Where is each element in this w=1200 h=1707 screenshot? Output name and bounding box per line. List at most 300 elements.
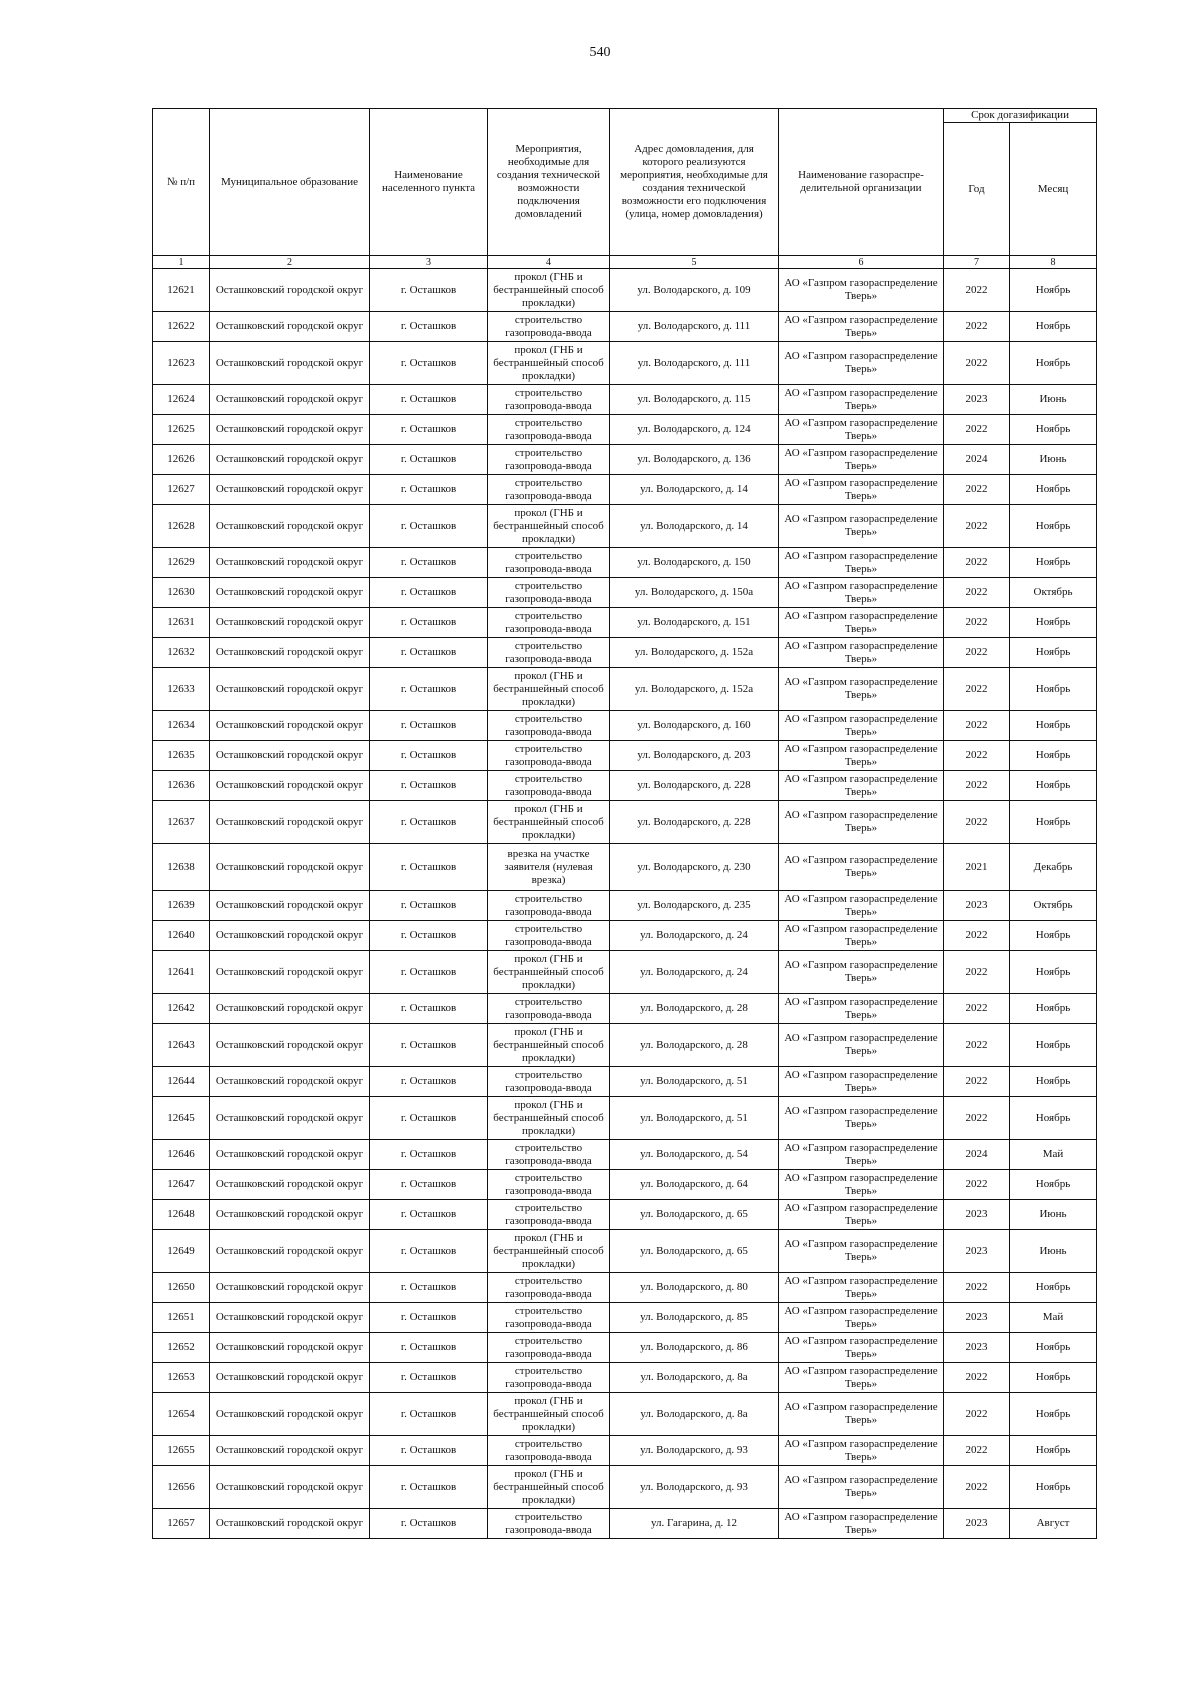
cell-address: ул. Володарского, д. 235: [610, 891, 779, 921]
cell-month: Июнь: [1010, 385, 1097, 415]
cell-address: ул. Володарского, д. 111: [610, 342, 779, 385]
cell-address: ул. Володарского, д. 86: [610, 1333, 779, 1363]
header-col-settlement: Наименование населенного пункта: [370, 109, 488, 256]
cell-settlement: г. Осташков: [370, 1230, 488, 1273]
cell-organization: АО «Газпром газораспределение Тверь»: [779, 1363, 944, 1393]
cell-settlement: г. Осташков: [370, 951, 488, 994]
cell-number: 12628: [153, 505, 210, 548]
cell-organization: АО «Газпром газораспределение Тверь»: [779, 994, 944, 1024]
cell-settlement: г. Осташков: [370, 1024, 488, 1067]
column-number: 4: [488, 256, 610, 269]
cell-number: 12648: [153, 1200, 210, 1230]
cell-organization: АО «Газпром газораспределение Тверь»: [779, 801, 944, 844]
cell-number: 12627: [153, 475, 210, 505]
cell-number: 12652: [153, 1333, 210, 1363]
cell-settlement: г. Осташков: [370, 1363, 488, 1393]
cell-settlement: г. Осташков: [370, 548, 488, 578]
cell-address: ул. Володарского, д. 93: [610, 1436, 779, 1466]
cell-month: Май: [1010, 1303, 1097, 1333]
cell-organization: АО «Газпром газораспределение Тверь»: [779, 385, 944, 415]
cell-year: 2022: [944, 921, 1010, 951]
cell-month: Ноябрь: [1010, 1067, 1097, 1097]
cell-year: 2023: [944, 891, 1010, 921]
cell-organization: АО «Газпром газораспределение Тверь»: [779, 578, 944, 608]
cell-month: Ноябрь: [1010, 1024, 1097, 1067]
cell-address: ул. Володарского, д. 203: [610, 741, 779, 771]
cell-municipality: Осташковский городской округ: [210, 1097, 370, 1140]
cell-address: ул. Володарского, д. 24: [610, 921, 779, 951]
cell-settlement: г. Осташков: [370, 711, 488, 741]
cell-settlement: г. Осташков: [370, 1393, 488, 1436]
cell-number: 12635: [153, 741, 210, 771]
cell-number: 12649: [153, 1230, 210, 1273]
cell-municipality: Осташковский городской округ: [210, 1303, 370, 1333]
cell-address: ул. Володарского, д. 65: [610, 1230, 779, 1273]
cell-year: 2022: [944, 1067, 1010, 1097]
cell-organization: АО «Газпром газораспределение Тверь»: [779, 668, 944, 711]
cell-settlement: г. Осташков: [370, 891, 488, 921]
cell-month: Май: [1010, 1140, 1097, 1170]
cell-settlement: г. Осташков: [370, 741, 488, 771]
cell-municipality: Осташковский городской округ: [210, 1024, 370, 1067]
cell-address: ул. Володарского, д. 8а: [610, 1393, 779, 1436]
cell-month: Ноябрь: [1010, 342, 1097, 385]
cell-address: ул. Володарского, д. 150а: [610, 578, 779, 608]
cell-settlement: г. Осташков: [370, 668, 488, 711]
cell-number: 12632: [153, 638, 210, 668]
cell-address: ул. Володарского, д. 109: [610, 269, 779, 312]
cell-month: Декабрь: [1010, 844, 1097, 891]
cell-settlement: г. Осташков: [370, 921, 488, 951]
cell-number: 12643: [153, 1024, 210, 1067]
table-row: [153, 1200, 1097, 1230]
cell-number: 12639: [153, 891, 210, 921]
header-col-address: Адрес домовладения, для которого реализуются мероприятия, необходимые для создания технической возможности его подключения (улица, номер домовладения): [610, 109, 779, 256]
cell-organization: АО «Газпром газораспределение Тверь»: [779, 771, 944, 801]
cell-month: Ноябрь: [1010, 505, 1097, 548]
cell-month: Ноябрь: [1010, 711, 1097, 741]
cell-organization: АО «Газпром газораспределение Тверь»: [779, 1200, 944, 1230]
cell-measure: строительство газопровода-ввода: [488, 638, 610, 668]
cell-number: 12636: [153, 771, 210, 801]
cell-month: Ноябрь: [1010, 1436, 1097, 1466]
cell-year: 2023: [944, 1200, 1010, 1230]
cell-month: Ноябрь: [1010, 638, 1097, 668]
cell-settlement: г. Осташков: [370, 1097, 488, 1140]
cell-settlement: г. Осташков: [370, 1436, 488, 1466]
cell-municipality: Осташковский городской округ: [210, 1466, 370, 1509]
cell-municipality: Осташковский городской округ: [210, 415, 370, 445]
cell-settlement: г. Осташков: [370, 1303, 488, 1333]
cell-measure: прокол (ГНБ и бестраншейный способ прокладки): [488, 1393, 610, 1436]
cell-municipality: Осташковский городской округ: [210, 312, 370, 342]
cell-month: Ноябрь: [1010, 608, 1097, 638]
cell-settlement: г. Осташков: [370, 1200, 488, 1230]
column-number: 3: [370, 256, 488, 269]
cell-municipality: Осташковский городской округ: [210, 1363, 370, 1393]
cell-number: 12641: [153, 951, 210, 994]
table-row: [153, 668, 1097, 711]
cell-organization: АО «Газпром газораспределение Тверь»: [779, 844, 944, 891]
cell-measure: прокол (ГНБ и бестраншейный способ прокладки): [488, 1230, 610, 1273]
cell-month: Июнь: [1010, 1230, 1097, 1273]
cell-organization: АО «Газпром газораспределение Тверь»: [779, 1273, 944, 1303]
cell-month: Ноябрь: [1010, 921, 1097, 951]
cell-number: 12640: [153, 921, 210, 951]
cell-municipality: Осташковский городской округ: [210, 1170, 370, 1200]
cell-measure: прокол (ГНБ и бестраншейный способ прокладки): [488, 801, 610, 844]
header-col-measures: Мероприятия, необходимые для создания технической возможности подключения домовладений: [488, 109, 610, 256]
header-col-municipality: Муниципальное образование: [210, 109, 370, 256]
cell-address: ул. Володарского, д. 51: [610, 1097, 779, 1140]
table-row: [153, 1466, 1097, 1509]
cell-month: Октябрь: [1010, 578, 1097, 608]
cell-measure: строительство газопровода-ввода: [488, 415, 610, 445]
cell-settlement: г. Осташков: [370, 445, 488, 475]
cell-month: Ноябрь: [1010, 312, 1097, 342]
cell-municipality: Осташковский городской округ: [210, 1436, 370, 1466]
gasification-table: [152, 108, 1097, 1539]
table-row: [153, 608, 1097, 638]
cell-municipality: Осташковский городской округ: [210, 801, 370, 844]
cell-settlement: г. Осташков: [370, 638, 488, 668]
cell-municipality: Осташковский городской округ: [210, 951, 370, 994]
cell-municipality: Осташковский городской округ: [210, 269, 370, 312]
table-row: [153, 548, 1097, 578]
cell-organization: АО «Газпром газораспределение Тверь»: [779, 1393, 944, 1436]
cell-month: Июнь: [1010, 1200, 1097, 1230]
table-row: [153, 891, 1097, 921]
cell-year: 2022: [944, 951, 1010, 994]
cell-address: ул. Володарского, д. 65: [610, 1200, 779, 1230]
cell-year: 2022: [944, 741, 1010, 771]
cell-year: 2022: [944, 505, 1010, 548]
cell-measure: строительство газопровода-ввода: [488, 608, 610, 638]
cell-municipality: Осташковский городской округ: [210, 771, 370, 801]
page-number: 540: [589, 45, 611, 60]
column-number-row: [153, 256, 1097, 269]
column-number: 7: [944, 256, 1010, 269]
cell-month: Ноябрь: [1010, 994, 1097, 1024]
cell-settlement: г. Осташков: [370, 1509, 488, 1539]
cell-municipality: Осташковский городской округ: [210, 548, 370, 578]
column-number: 6: [779, 256, 944, 269]
table-row: [153, 1393, 1097, 1436]
cell-settlement: г. Осташков: [370, 994, 488, 1024]
cell-measure: прокол (ГНБ и бестраншейный способ прокладки): [488, 951, 610, 994]
cell-measure: прокол (ГНБ и бестраншейный способ прокладки): [488, 1024, 610, 1067]
cell-municipality: Осташковский городской округ: [210, 711, 370, 741]
cell-year: 2022: [944, 548, 1010, 578]
header-col-organization: Наименование газораспре-делительной организации: [779, 109, 944, 256]
table-row: [153, 951, 1097, 994]
cell-number: 12630: [153, 578, 210, 608]
cell-year: 2023: [944, 1303, 1010, 1333]
cell-municipality: Осташковский городской округ: [210, 638, 370, 668]
header-col-year: Год: [944, 123, 1010, 256]
cell-measure: врезка на участке заявителя (нулевая врезка): [488, 844, 610, 891]
cell-organization: АО «Газпром газораспределение Тверь»: [779, 1509, 944, 1539]
table-row: [153, 445, 1097, 475]
cell-number: 12626: [153, 445, 210, 475]
cell-number: 12650: [153, 1273, 210, 1303]
column-number: 8: [1010, 256, 1097, 269]
cell-measure: прокол (ГНБ и бестраншейный способ прокладки): [488, 505, 610, 548]
cell-year: 2022: [944, 342, 1010, 385]
cell-settlement: г. Осташков: [370, 1333, 488, 1363]
cell-municipality: Осташковский городской округ: [210, 1393, 370, 1436]
cell-municipality: Осташковский городской округ: [210, 1067, 370, 1097]
cell-year: 2022: [944, 578, 1010, 608]
cell-settlement: г. Осташков: [370, 269, 488, 312]
cell-address: ул. Володарского, д. 151: [610, 608, 779, 638]
cell-municipality: Осташковский городской округ: [210, 578, 370, 608]
table-row: [153, 741, 1097, 771]
cell-month: Ноябрь: [1010, 951, 1097, 994]
table-body: [153, 269, 1097, 1539]
cell-address: ул. Володарского, д. 228: [610, 771, 779, 801]
cell-address: ул. Володарского, д. 64: [610, 1170, 779, 1200]
table-header: [153, 109, 1097, 269]
cell-year: 2022: [944, 1170, 1010, 1200]
cell-address: ул. Володарского, д. 51: [610, 1067, 779, 1097]
cell-measure: строительство газопровода-ввода: [488, 1067, 610, 1097]
cell-measure: строительство газопровода-ввода: [488, 891, 610, 921]
cell-municipality: Осташковский городской округ: [210, 844, 370, 891]
cell-year: 2022: [944, 1273, 1010, 1303]
table-row: [153, 771, 1097, 801]
cell-organization: АО «Газпром газораспределение Тверь»: [779, 1466, 944, 1509]
cell-organization: АО «Газпром газораспределение Тверь»: [779, 1333, 944, 1363]
cell-number: 12645: [153, 1097, 210, 1140]
cell-measure: прокол (ГНБ и бестраншейный способ прокладки): [488, 1097, 610, 1140]
cell-address: ул. Володарского, д. 230: [610, 844, 779, 891]
cell-year: 2024: [944, 445, 1010, 475]
table-row: [153, 711, 1097, 741]
cell-number: 12629: [153, 548, 210, 578]
cell-year: 2022: [944, 608, 1010, 638]
cell-measure: строительство газопровода-ввода: [488, 921, 610, 951]
cell-number: 12622: [153, 312, 210, 342]
column-number: 2: [210, 256, 370, 269]
cell-measure: строительство газопровода-ввода: [488, 1273, 610, 1303]
cell-month: Ноябрь: [1010, 668, 1097, 711]
cell-measure: прокол (ГНБ и бестраншейный способ прокладки): [488, 668, 610, 711]
table-row: [153, 342, 1097, 385]
table-row: [153, 1067, 1097, 1097]
cell-settlement: г. Осташков: [370, 1170, 488, 1200]
cell-measure: строительство газопровода-ввода: [488, 312, 610, 342]
table-row: [153, 1436, 1097, 1466]
cell-address: ул. Володарского, д. 152а: [610, 668, 779, 711]
cell-organization: АО «Газпром газораспределение Тверь»: [779, 1067, 944, 1097]
cell-measure: строительство газопровода-ввода: [488, 711, 610, 741]
cell-address: ул. Володарского, д. 93: [610, 1466, 779, 1509]
cell-address: ул. Володарского, д. 115: [610, 385, 779, 415]
cell-address: ул. Володарского, д. 152а: [610, 638, 779, 668]
cell-year: 2022: [944, 668, 1010, 711]
cell-settlement: г. Осташков: [370, 801, 488, 844]
cell-municipality: Осташковский городской округ: [210, 342, 370, 385]
cell-municipality: Осташковский городской округ: [210, 505, 370, 548]
cell-measure: строительство газопровода-ввода: [488, 741, 610, 771]
cell-measure: строительство газопровода-ввода: [488, 1333, 610, 1363]
table-row: [153, 1024, 1097, 1067]
cell-organization: АО «Газпром газораспределение Тверь»: [779, 415, 944, 445]
cell-measure: строительство газопровода-ввода: [488, 1363, 610, 1393]
cell-address: ул. Володарского, д. 14: [610, 505, 779, 548]
cell-number: 12651: [153, 1303, 210, 1333]
cell-month: Ноябрь: [1010, 1466, 1097, 1509]
cell-measure: строительство газопровода-ввода: [488, 445, 610, 475]
cell-measure: строительство газопровода-ввода: [488, 1509, 610, 1539]
table-row: [153, 1273, 1097, 1303]
cell-month: Октябрь: [1010, 891, 1097, 921]
cell-number: 12657: [153, 1509, 210, 1539]
cell-municipality: Осташковский городской округ: [210, 608, 370, 638]
column-number: 5: [610, 256, 779, 269]
cell-organization: АО «Газпром газораспределение Тверь»: [779, 891, 944, 921]
cell-year: 2023: [944, 1230, 1010, 1273]
cell-number: 12634: [153, 711, 210, 741]
cell-municipality: Осташковский городской округ: [210, 385, 370, 415]
cell-number: 12633: [153, 668, 210, 711]
cell-month: Ноябрь: [1010, 741, 1097, 771]
cell-organization: АО «Газпром газораспределение Тверь»: [779, 638, 944, 668]
cell-number: 12637: [153, 801, 210, 844]
cell-year: 2022: [944, 801, 1010, 844]
cell-month: Ноябрь: [1010, 1097, 1097, 1140]
table-row: [153, 415, 1097, 445]
cell-address: ул. Володарского, д. 111: [610, 312, 779, 342]
cell-address: ул. Володарского, д. 14: [610, 475, 779, 505]
cell-year: 2024: [944, 1140, 1010, 1170]
cell-measure: строительство газопровода-ввода: [488, 1140, 610, 1170]
cell-organization: АО «Газпром газораспределение Тверь»: [779, 1303, 944, 1333]
cell-address: ул. Гагарина, д. 12: [610, 1509, 779, 1539]
cell-measure: прокол (ГНБ и бестраншейный способ прокладки): [488, 342, 610, 385]
cell-month: Ноябрь: [1010, 1273, 1097, 1303]
cell-organization: АО «Газпром газораспределение Тверь»: [779, 1170, 944, 1200]
cell-municipality: Осташковский городской округ: [210, 1509, 370, 1539]
cell-measure: строительство газопровода-ввода: [488, 1170, 610, 1200]
table-row: [153, 312, 1097, 342]
cell-organization: АО «Газпром газораспределение Тверь»: [779, 1140, 944, 1170]
table-row: [153, 994, 1097, 1024]
table-row: [153, 1170, 1097, 1200]
cell-organization: АО «Газпром газораспределение Тверь»: [779, 1230, 944, 1273]
cell-year: 2022: [944, 1097, 1010, 1140]
cell-year: 2023: [944, 385, 1010, 415]
cell-measure: строительство газопровода-ввода: [488, 771, 610, 801]
cell-settlement: г. Осташков: [370, 1140, 488, 1170]
cell-municipality: Осташковский городской округ: [210, 475, 370, 505]
cell-month: Ноябрь: [1010, 1393, 1097, 1436]
cell-settlement: г. Осташков: [370, 844, 488, 891]
table-row: [153, 1230, 1097, 1273]
table-row: [153, 801, 1097, 844]
cell-municipality: Осташковский городской округ: [210, 1230, 370, 1273]
cell-address: ул. Володарского, д. 8а: [610, 1363, 779, 1393]
cell-measure: строительство газопровода-ввода: [488, 385, 610, 415]
cell-month: Ноябрь: [1010, 415, 1097, 445]
cell-settlement: г. Осташков: [370, 415, 488, 445]
cell-municipality: Осташковский городской округ: [210, 445, 370, 475]
table-row: [153, 1363, 1097, 1393]
cell-organization: АО «Газпром газораспределение Тверь»: [779, 312, 944, 342]
cell-organization: АО «Газпром газораспределение Тверь»: [779, 475, 944, 505]
cell-municipality: Осташковский городской округ: [210, 994, 370, 1024]
cell-settlement: г. Осташков: [370, 475, 488, 505]
cell-municipality: Осташковский городской округ: [210, 891, 370, 921]
cell-municipality: Осташковский городской округ: [210, 1140, 370, 1170]
table-row: [153, 638, 1097, 668]
cell-organization: АО «Газпром газораспределение Тверь»: [779, 951, 944, 994]
cell-settlement: г. Осташков: [370, 608, 488, 638]
cell-number: 12647: [153, 1170, 210, 1200]
cell-number: 12655: [153, 1436, 210, 1466]
cell-address: ул. Володарского, д. 150: [610, 548, 779, 578]
cell-address: ул. Володарского, д. 24: [610, 951, 779, 994]
table-row: [153, 385, 1097, 415]
cell-measure: строительство газопровода-ввода: [488, 578, 610, 608]
cell-number: 12653: [153, 1363, 210, 1393]
cell-settlement: г. Осташков: [370, 1273, 488, 1303]
cell-organization: АО «Газпром газораспределение Тверь»: [779, 342, 944, 385]
cell-number: 12623: [153, 342, 210, 385]
cell-address: ул. Володарского, д. 80: [610, 1273, 779, 1303]
cell-organization: АО «Газпром газораспределение Тверь»: [779, 1436, 944, 1466]
cell-settlement: г. Осташков: [370, 385, 488, 415]
cell-number: 12638: [153, 844, 210, 891]
cell-organization: АО «Газпром газораспределение Тверь»: [779, 445, 944, 475]
cell-month: Август: [1010, 1509, 1097, 1539]
header-col-number: № п/п: [153, 109, 210, 256]
cell-measure: прокол (ГНБ и бестраншейный способ прокладки): [488, 1466, 610, 1509]
cell-year: 2023: [944, 1509, 1010, 1539]
cell-organization: АО «Газпром газораспределение Тверь»: [779, 1097, 944, 1140]
cell-address: ул. Володарского, д. 124: [610, 415, 779, 445]
cell-year: 2022: [944, 638, 1010, 668]
cell-settlement: г. Осташков: [370, 505, 488, 548]
header-group-deadline: Срок догазификации: [944, 109, 1097, 123]
cell-address: ул. Володарского, д. 85: [610, 1303, 779, 1333]
cell-settlement: г. Осташков: [370, 578, 488, 608]
cell-number: 12656: [153, 1466, 210, 1509]
cell-month: Ноябрь: [1010, 1170, 1097, 1200]
table-row: [153, 269, 1097, 312]
cell-settlement: г. Осташков: [370, 1466, 488, 1509]
cell-address: ул. Володарского, д. 228: [610, 801, 779, 844]
cell-organization: АО «Газпром газораспределение Тверь»: [779, 711, 944, 741]
cell-number: 12624: [153, 385, 210, 415]
cell-month: Ноябрь: [1010, 771, 1097, 801]
cell-month: Ноябрь: [1010, 801, 1097, 844]
cell-year: 2022: [944, 1466, 1010, 1509]
table-row: [153, 578, 1097, 608]
table-row: [153, 921, 1097, 951]
cell-number: 12642: [153, 994, 210, 1024]
cell-municipality: Осташковский городской округ: [210, 668, 370, 711]
cell-year: 2022: [944, 711, 1010, 741]
cell-settlement: г. Осташков: [370, 771, 488, 801]
cell-year: 2022: [944, 1024, 1010, 1067]
table-row: [153, 1140, 1097, 1170]
cell-municipality: Осташковский городской округ: [210, 1200, 370, 1230]
cell-year: 2022: [944, 1363, 1010, 1393]
cell-year: 2022: [944, 475, 1010, 505]
cell-address: ул. Володарского, д. 28: [610, 994, 779, 1024]
